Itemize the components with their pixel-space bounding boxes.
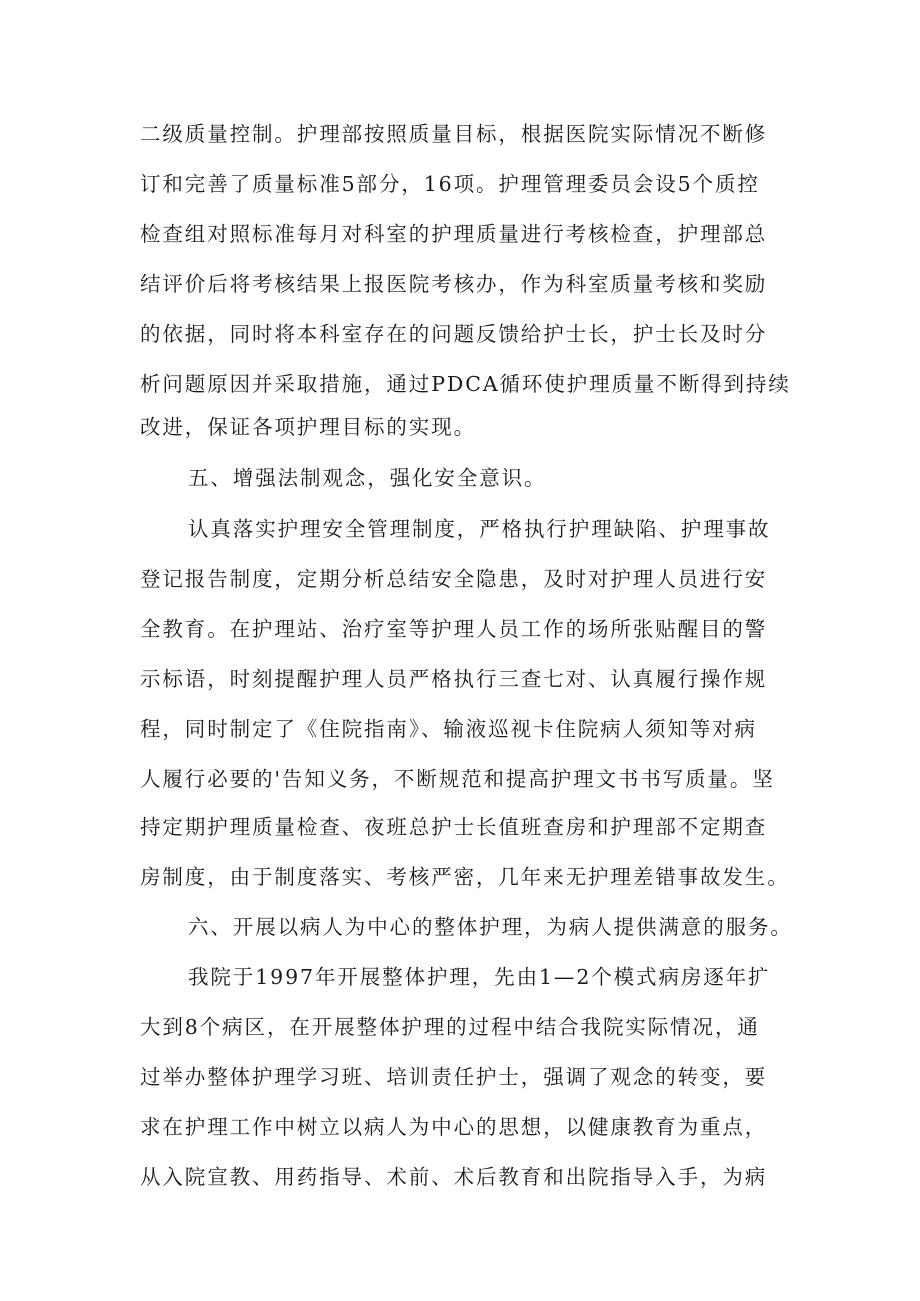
text-line: 过举办整体护理学习班、培训责任护士，强调了观念的转变，要 — [140, 1065, 768, 1089]
text-line: 二级质量控制。护理部按照质量目标，根据医院实际情况不断修 — [140, 122, 768, 146]
section-heading: 六、开展以病人为中心的整体护理，为病人提供满意的服务。 — [188, 915, 793, 939]
text-line: 从入院宣教、用药指导、术前、术后教育和出院指导入手，为病 — [140, 1165, 768, 1189]
text-line: 析问题原因并采取措施，通过PDCA循环使护理质量不断得到持续 — [140, 372, 791, 396]
text-line: 求在护理工作中树立以病人为中心的思想，以健康教育为重点， — [140, 1115, 768, 1139]
text-line: 我院于1997年开展整体护理，先由1—2个模式病房逐年扩 — [188, 965, 771, 989]
text-line: 示标语，时刻提醒护理人员严格执行三查七对、认真履行操作规 — [140, 667, 768, 691]
section-heading: 五、增强法制观念，强化安全意识。 — [188, 466, 547, 490]
text-line: 订和完善了质量标准5部分，16项。护理管理委员会设5个质控 — [140, 172, 760, 196]
text-line: 全教育。在护理站、治疗室等护理人员工作的场所张贴醒目的警 — [140, 617, 768, 641]
text-line: 检查组对照标准每月对科室的护理质量进行考核检查，护理部总 — [140, 222, 768, 246]
text-line: 结评价后将考核结果上报医院考核办，作为科室质量考核和奖励 — [140, 272, 768, 296]
text-line: 房制度，由于制度落实、考核严密，几年来无护理差错事故发生。 — [140, 865, 790, 889]
text-line: 的依据，同时将本科室存在的问题反馈给护士长，护士长及时分 — [140, 322, 768, 346]
text-line: 人履行必要的'告知义务，不断规范和提高护理文书书写质量。坚 — [140, 767, 775, 791]
text-line: 改进，保证各项护理目标的实现。 — [140, 415, 476, 439]
text-line: 持定期护理质量检查、夜班总护士长值班查房和护理部不定期查 — [140, 815, 768, 839]
text-line: 程，同时制定了《住院指南》、输液巡视卡住院病人须知等对病 — [140, 717, 757, 741]
text-line: 大到8个病区，在开展整体护理的过程中结合我院实际情况，通 — [140, 1015, 760, 1039]
text-line: 登记报告制度，定期分析总结安全隐患，及时对护理人员进行安 — [140, 567, 768, 591]
text-line: 认真落实护理安全管理制度，严格执行护理缺陷、护理事故 — [188, 517, 771, 541]
